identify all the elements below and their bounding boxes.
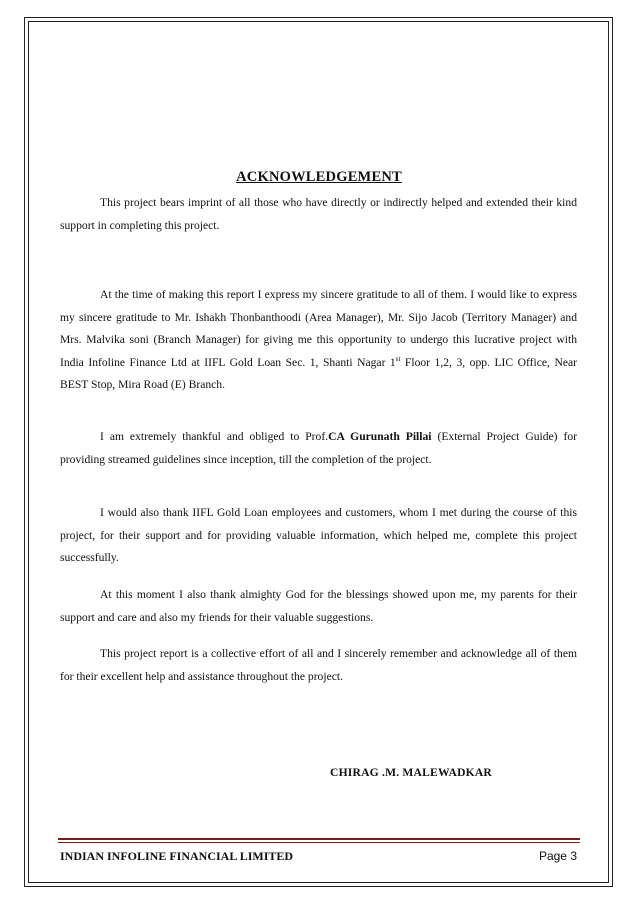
paragraph-intro — [60, 192, 577, 237]
paragraph-guide-text: I am extremely thankful and obliged to Prof. — [100, 430, 329, 443]
paragraph-god — [60, 584, 577, 629]
page-title: ACKNOWLEDGEMENT — [236, 169, 402, 185]
paragraph-employees-text: I would also thank IIFL Gold Loan employees and customers, whom I met during the course of this project, for their support and for providing valuable information, which helped me, complete this project successfully. — [60, 506, 577, 564]
paragraph-god-text: At this moment I also thank almighty God for the blessings showed upon me, my parents for their support and care and also my friends for their valuable suggestions. — [60, 588, 577, 624]
paragraph-intro-text: This project bears imprint of all those who have directly or indirectly helped and extended their kind support in completing this project. — [60, 196, 577, 232]
paragraph-guide-text-end: (External Project Guide) for providing streamed guidelines since inception, till the completion of the project. — [60, 430, 578, 466]
signature-name: CHIRAG .M. MALEWADKAR — [330, 766, 492, 779]
paragraph-collective — [60, 643, 577, 688]
paragraph-collective-text: This project report is a collective effort of all and I sincerely remember and acknowledge all of them for their excellent help and assistance throughout the project. — [60, 647, 577, 683]
footer-company: INDIAN INFOLINE FINANCIAL LIMITED — [60, 849, 294, 863]
guide-name: CA Gurunath Pillai — [328, 430, 432, 443]
paragraph-gratitude-text-end: Floor 1,2, 3, opp. LIC Office, Near BEST Stop, Mira Road (E) Branch. — [60, 355, 577, 391]
paragraph-gratitude-text: At the time of making this report I express my sincere gratitude to all of them. I would like to express my sincere gratitude to Mr. Ishakh Thonbanthoodi (Area Manager), Mr. Sijo Jacob (Territory Manager) and Mrs. Malvika soni (Branch Manager) for giving me this opportunity to undergo this lucrative project with India Infoline Finance Ltd at IIFL Gold Loan Sec. 1, Shanti Nagar 1 — [60, 288, 577, 369]
paragraph-employees — [60, 502, 577, 570]
footer-rule-thick — [58, 838, 580, 840]
superscript-st: st — [395, 354, 401, 363]
paragraph-gratitude — [60, 284, 577, 397]
footer-rule-thin — [58, 842, 580, 843]
footer-page-number: Page 3 — [538, 849, 577, 863]
paragraph-guide — [60, 426, 577, 471]
